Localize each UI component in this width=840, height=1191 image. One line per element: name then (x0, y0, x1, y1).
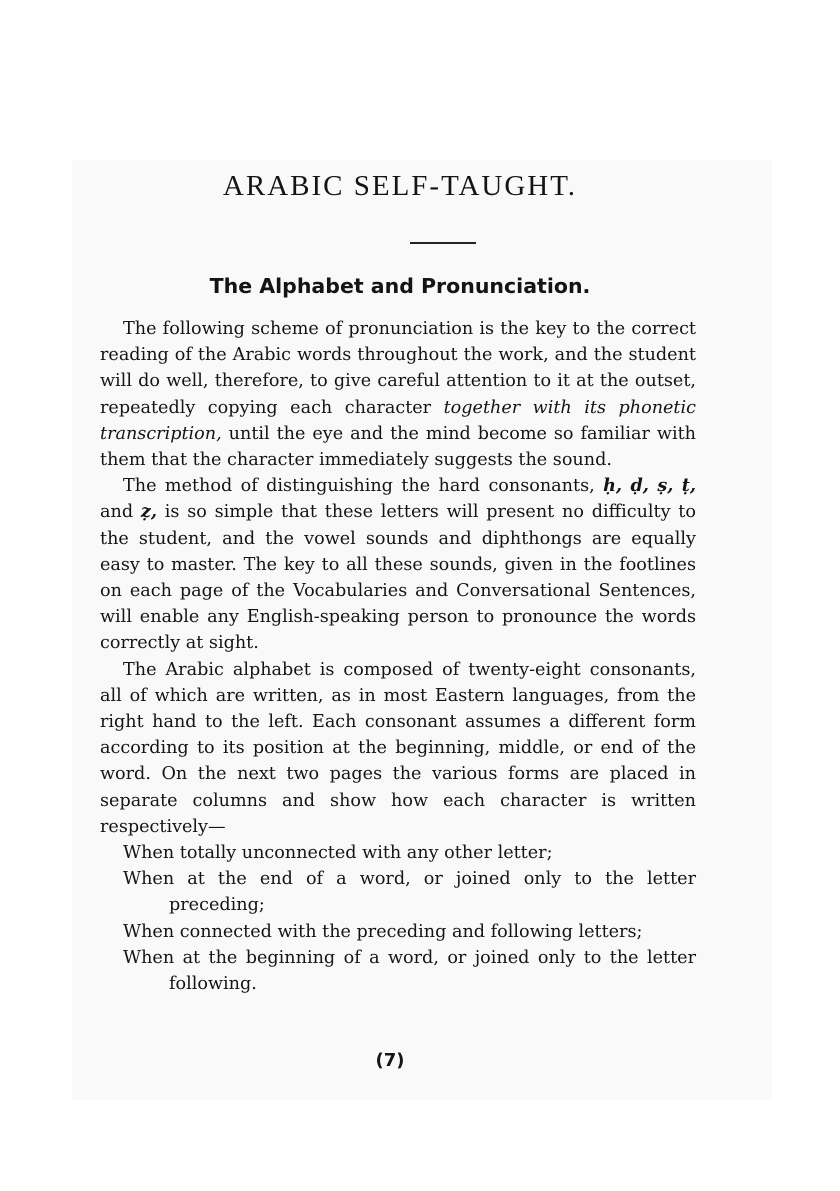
list-item: When at the end of a word, or joined only to the letter preceding; (123, 869, 696, 916)
paragraph-3: The Arabic alphabet is composed of twenty-eight consonants, all of which are written, as in most Eastern languages, from the right hand to the left. Each consonant assumes a different form according to its position at the beginning, middle, or end of the word. On the next two pages the various forms are placed in separate columns and show how each character is written respectively— (100, 659, 696, 837)
consonant-h: ḥ, (603, 475, 623, 497)
page-number: (7) (375, 1050, 405, 1071)
paragraph-1 (100, 316, 696, 473)
paragraph-2-text-a: The method of distinguishing the hard consonants, (123, 476, 604, 497)
page-title: ARABIC SELF-TAUGHT. (222, 170, 578, 202)
list-item: When totally unconnected with any other letter; (123, 843, 553, 864)
consonant-z: ẓ, (140, 501, 157, 523)
paragraph-1-text-a: The following scheme of pronunciation is the key to the correct reading of the Arabic words throughout the work, and the student will do well, therefore, to give careful attention to it at the outset, repeatedly copying each character (100, 319, 696, 418)
consonant-d: ḍ, (630, 475, 649, 497)
paragraph-1-text-b: until the eye and the mind become so familiar with them that the character immediately suggests the sound. (100, 423, 696, 471)
consonant-t: ṭ, (681, 475, 697, 497)
consonant-s: ṣ, (657, 475, 674, 497)
paragraph-2 (100, 473, 696, 656)
title-divider (410, 242, 476, 244)
list-item: When at the beginning of a word, or joined only to the letter following. (123, 947, 696, 995)
list-item: When connected with the preceding and following letters; (123, 921, 643, 942)
section-heading: The Alphabet and Pronunciation. (209, 274, 591, 298)
body-text (100, 316, 696, 997)
paragraph-1-emphasis: together with its phonetic transcription, (100, 397, 696, 444)
paragraph-2-and: and (100, 502, 141, 523)
paragraph-2-text-b: is so simple that these letters will present no difficulty to the student, and the vowel sounds and diphthongs are equally easy to master. The key to all these sounds, given in the footlines on each page of the Vocabularies and Conversational Sentences, will enable any English-speaking person to pronounce the words correctly at sight. (100, 502, 696, 654)
